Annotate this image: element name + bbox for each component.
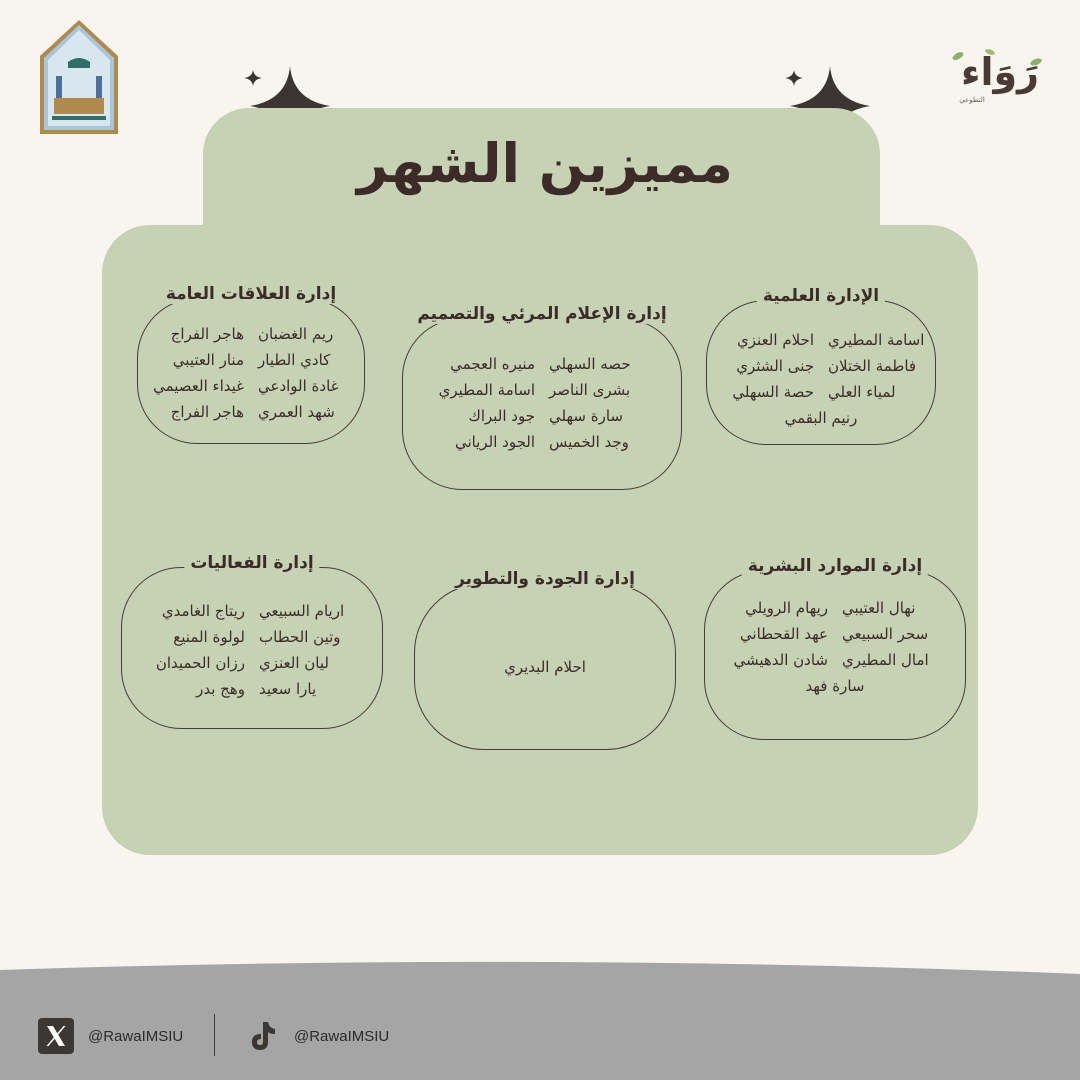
member-name: كادي الطيار <box>258 351 331 369</box>
member-name: سارة سهلي <box>549 407 623 425</box>
member-name: حصه السهلي <box>549 355 631 373</box>
dept-name: إدارة الجودة والتطوير <box>449 569 641 589</box>
dept-name: إدارة الفعاليات <box>184 553 319 573</box>
member-name: احلام البديري <box>504 658 586 676</box>
star-icon <box>785 70 803 86</box>
social-tiktok[interactable] <box>244 1018 389 1054</box>
dept-name: إدارة الموارد البشرية <box>742 556 928 576</box>
member-name: لمياء العلي <box>828 383 896 401</box>
member-name: حصة السهلي <box>732 383 814 401</box>
member-name: وهج بدر <box>196 680 245 698</box>
member-list <box>137 322 365 424</box>
member-name: ريم الغضبان <box>258 325 334 343</box>
member-name: لولوة المنيع <box>173 628 245 646</box>
dept-events <box>121 553 383 729</box>
social-x[interactable] <box>38 1018 183 1054</box>
member-name: امال المطيري <box>842 651 929 669</box>
x-handle[interactable]: @RawaIMSIU <box>88 1027 184 1045</box>
member-name: وجد الخميس <box>549 433 629 451</box>
member-name: جنى الشثري <box>736 357 814 375</box>
member-name: الجود الرياني <box>454 433 535 451</box>
member-name: رزان الحميدان <box>155 654 245 672</box>
rawa-wordmark: رَوَاء <box>961 50 1039 94</box>
tiktok-icon <box>244 1018 280 1054</box>
member-name: غيداء العصيمي <box>153 377 244 395</box>
member-name: وتين الحطاب <box>259 628 341 646</box>
member-name: رنيم البقمي <box>784 409 858 427</box>
member-name: يارا سعيد <box>259 680 317 698</box>
rawa-tagline: التطوعي <box>959 96 985 104</box>
member-name: احلام العنزي <box>737 331 814 349</box>
dept-name: الإدارة العلمية <box>757 286 885 306</box>
member-name: جود البراك <box>468 407 535 425</box>
member-name: ريهام الرويلي <box>745 599 828 617</box>
member-list <box>121 599 383 701</box>
member-name: سارة فهد <box>805 677 865 695</box>
member-name: فاطمة الختلان <box>828 357 917 375</box>
member-list <box>414 655 676 679</box>
page-title: مميزين الشهر <box>357 132 733 195</box>
member-name: شادن الدهيشي <box>733 651 828 669</box>
dept-media <box>402 304 682 490</box>
dept-human-resources <box>704 556 966 740</box>
member-name: اسامة المطيري <box>438 381 535 399</box>
member-name: شهد العمري <box>258 403 335 421</box>
member-name: بشرى الناصر <box>549 381 631 399</box>
member-name: منيره العجمي <box>450 355 535 373</box>
dept-scientific <box>706 286 936 445</box>
rawa-logo <box>940 42 1060 112</box>
member-name: نهال العتيبي <box>842 599 916 617</box>
member-name: ريتاج الغامدي <box>161 602 245 620</box>
university-logo <box>38 18 120 136</box>
member-name: هاجر الفراج <box>170 325 244 343</box>
member-list <box>704 596 966 698</box>
member-name: اسامة المطيري <box>828 331 925 349</box>
member-name: سحر السبيعي <box>842 625 929 643</box>
member-name: هاجر الفراج <box>170 403 244 421</box>
dept-quality <box>414 569 676 750</box>
star-icon <box>244 70 262 86</box>
member-name: منار العتيبي <box>172 351 244 369</box>
member-name: اريام السبيعي <box>259 602 345 620</box>
member-name: ليان العنزي <box>259 654 329 672</box>
x-icon <box>38 1018 74 1054</box>
tiktok-handle[interactable]: @RawaIMSIU <box>294 1027 390 1045</box>
member-name: عهد القحطاني <box>739 625 828 643</box>
member-list <box>706 328 936 430</box>
dept-name: إدارة الإعلام المرئي والتصميم <box>411 304 672 324</box>
dept-public-relations <box>137 284 365 444</box>
member-name: غادة الوادعي <box>258 377 339 395</box>
member-list <box>402 352 682 454</box>
footer-divider <box>214 1014 215 1056</box>
dept-name: إدارة العلاقات العامة <box>160 284 342 304</box>
